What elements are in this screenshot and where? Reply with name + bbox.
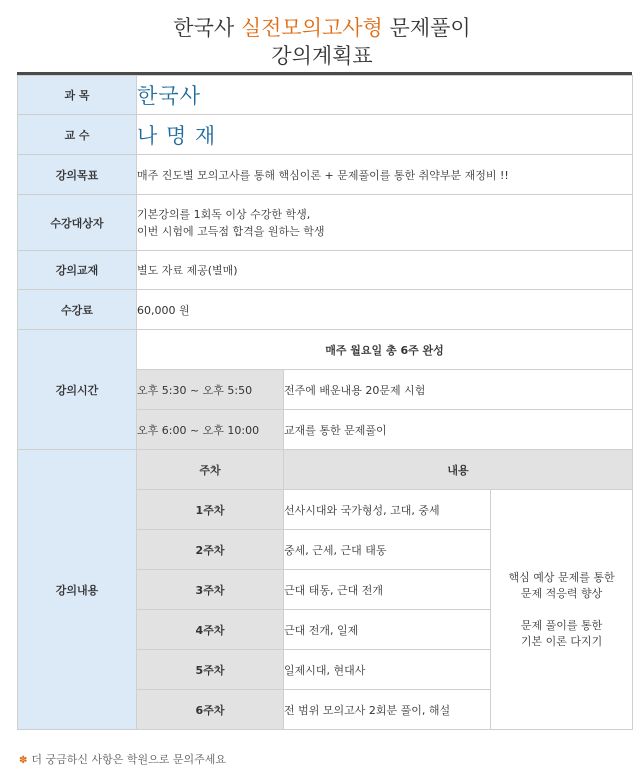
label-material: 강의교재: [18, 251, 137, 290]
value-subject: 한국사: [137, 76, 633, 115]
week-cell: 4주차: [137, 610, 284, 650]
row-target: [18, 195, 633, 251]
label-professor: 교 수: [18, 115, 137, 155]
row-goal: [18, 155, 633, 195]
slot-time: 오후 5:30 ~ 오후 5:50: [137, 370, 284, 410]
asterisk-icon: ✽: [19, 755, 28, 766]
footer-text: 더 궁금하신 사항은 학원으로 문의주세요: [31, 753, 227, 766]
topic-cell: 일제시대, 현대사: [284, 650, 491, 690]
content-note: [491, 490, 633, 730]
schedule-summary: 매주 월요일 총 6주 완성: [137, 330, 633, 370]
week-cell: 3주차: [137, 570, 284, 610]
value-professor: 나 명 재: [137, 115, 633, 155]
note-line: 문제 적응력 향상: [520, 586, 603, 600]
topic-cell: 근대 태동, 근대 전개: [284, 570, 491, 610]
topic-cell: 선사시대와 국가형성, 고대, 중세: [284, 490, 491, 530]
topic-cell: 중세, 근세, 근대 태동: [284, 530, 491, 570]
label-content: 강의내용: [18, 450, 137, 730]
column-header-content: 내용: [284, 450, 633, 490]
topic-cell: 전 범위 모의고사 2회분 풀이, 해설: [284, 690, 491, 730]
slot-desc: 전주에 배운내용 20문제 시험: [284, 370, 633, 410]
value-goal: 매주 진도별 모의고사를 통해 핵심이론 + 문제풀이를 통한 취약부분 재정비 !!: [137, 155, 633, 195]
topic-cell: 근대 전개, 일제: [284, 610, 491, 650]
title-accent: 실전모의고사형: [240, 16, 383, 40]
note-line: 핵심 예상 문제를 통한: [508, 570, 615, 584]
column-header-week: 주차: [137, 450, 284, 490]
label-fee: 수강료: [18, 290, 137, 330]
slot-desc: 교재를 통한 문제풀이: [284, 410, 633, 450]
week-cell: 5주차: [137, 650, 284, 690]
label-schedule: 강의시간: [18, 330, 137, 450]
note-line: 기본 이론 다지기: [520, 634, 603, 648]
note-line: 문제 풀이를 통한: [520, 618, 603, 632]
label-target: 수강대상자: [18, 195, 137, 251]
value-target: [137, 195, 633, 251]
row-subject: [18, 76, 633, 115]
target-line-2: 이번 시험에 고득점 합격을 원하는 학생: [137, 224, 325, 238]
footer-notice: [19, 751, 226, 767]
label-subject: 과 목: [18, 76, 137, 115]
row-professor: [18, 115, 633, 155]
lecture-plan-table: [17, 75, 633, 730]
row-material: [18, 251, 633, 290]
week-cell: 1주차: [137, 490, 284, 530]
target-line-1: 기본강의를 1회독 이상 수강한 학생,: [137, 207, 311, 221]
label-goal: 강의목표: [18, 155, 137, 195]
row-schedule-summary: [18, 330, 633, 370]
week-cell: 6주차: [137, 690, 284, 730]
week-cell: 2주차: [137, 530, 284, 570]
value-fee: 60,000 원: [137, 290, 633, 330]
slot-time: 오후 6:00 ~ 오후 10:00: [137, 410, 284, 450]
page-title: 한국사 실전모의고사형 문제풀이: [173, 16, 471, 40]
value-material: 별도 자료 제공(별매): [137, 251, 633, 290]
row-fee: [18, 290, 633, 330]
content-header-row: [18, 450, 633, 490]
page-subtitle: 강의계획표: [271, 44, 373, 68]
